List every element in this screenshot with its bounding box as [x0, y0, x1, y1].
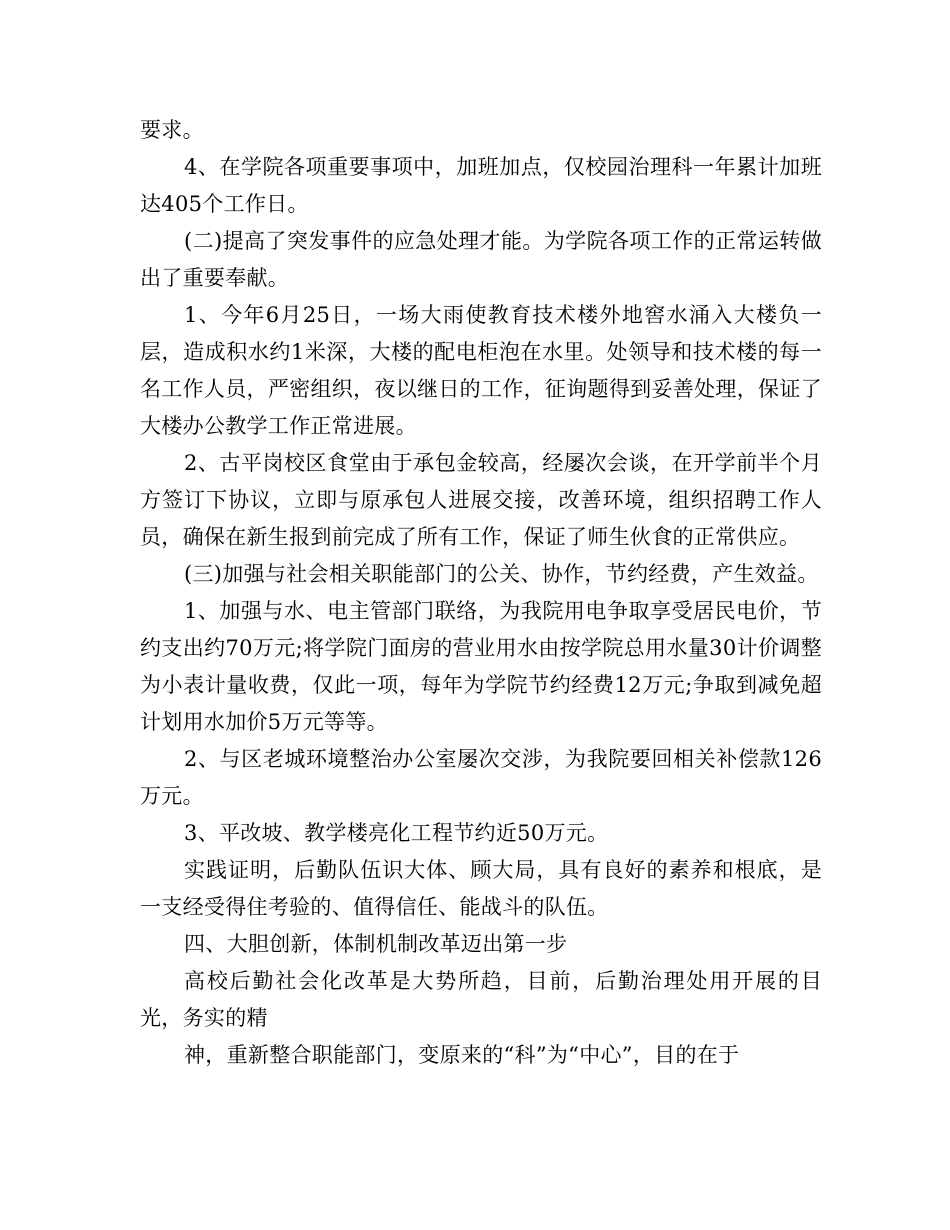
paragraph-item-2-canteen: 2、古平岗校区食堂由于承包金较高，经屡次会谈，在开学前半个月方签订下协议，立即与原承包人进展交接，改善环境，组织招聘工作人员，确保在新生报到前完成了所有工作，保证了师生伙食的正常供应。 [140, 451, 822, 549]
paragraph-item-4: 4、在学院各项重要事项中，加班加点，仅校园治理科一年累计加班达405个工作日。 [140, 155, 822, 216]
paragraph-item-2-compensation: 2、与区老城环境整治办公室屡次交涉，为我院要回相关补偿款126万元。 [140, 747, 822, 808]
paragraph-item-1-utilities: 1、加强与水、电主管部门联络，为我院用电争取享受居民电价，节约支出约70万元;将学院门面房的营业用水由按学院总用水量30计价调整为小表计量收费，仅此一项，每年为学院节约经费12万元;争取到减免超计划用水加价5万元等等。 [140, 599, 822, 734]
paragraph-section-2: (二)提高了突发事件的应急处理才能。为学院各项工作的正常运转做出了重要奉献。 [140, 229, 822, 290]
paragraph-continuation: 要求。 [140, 118, 204, 142]
paragraph-reform-continued: 神，重新整合职能部门，变原来的“科”为“中心”，目的在于 [184, 1043, 740, 1067]
paragraph-conclusion: 实践证明，后勤队伍识大体、顾大局，具有良好的素养和根底，是一支经受得住考验的、值得信任、能战斗的队伍。 [140, 858, 822, 919]
paragraph-reform: 高校后勤社会化改革是大势所趋，目前，后勤治理处用开展的目光，务实的精 [140, 969, 822, 1030]
paragraph-section-3: (三)加强与社会相关职能部门的公关、协作，节约经费，产生效益。 [184, 562, 819, 586]
paragraph-item-3-savings: 3、平改坡、教学楼亮化工程节约近50万元。 [184, 821, 609, 845]
paragraph-item-1-flood: 1、今年6月25日，一场大雨使教育技术楼外地窖水涌入大楼负一层，造成积水约1米深，大楼的配电柜泡在水里。处领导和技术楼的每一名工作人员，严密组织，夜以继日的工作，征询题得到妥善处理，保证了大楼办公教学工作正常进展。 [140, 303, 822, 438]
document-body [140, 112, 822, 1074]
paragraph-heading-4: 四、大胆创新，体制机制改革迈出第一步 [184, 932, 568, 956]
